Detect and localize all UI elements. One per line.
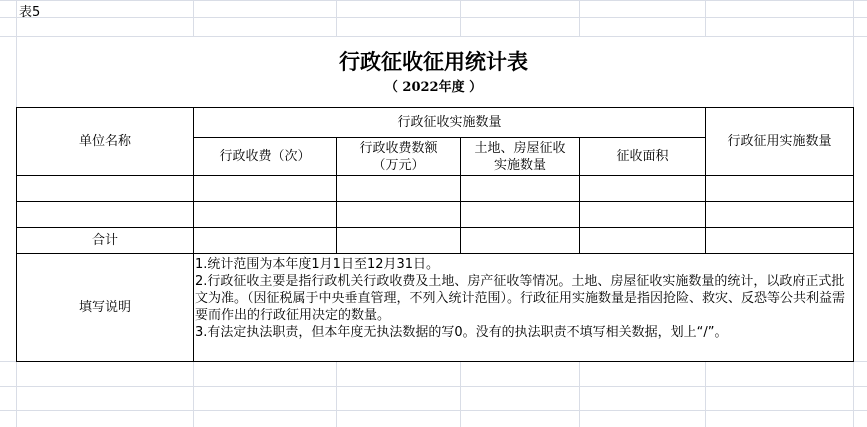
header-fee-times: 行政收费（次） [219, 149, 311, 164]
grid-line [0, 17, 867, 18]
sheet-label: 表5 [19, 5, 41, 20]
notes-text [195, 256, 855, 341]
grid-line [336, 361, 337, 427]
grid-line [193, 0, 194, 36]
table-border [16, 175, 854, 176]
header-unit-name: 单位名称 [78, 134, 131, 149]
grid-line [705, 0, 706, 36]
header-area: 征收面积 [616, 149, 669, 164]
page-title: 行政征收征用统计表 [339, 49, 528, 74]
header-requisition: 行政征用实施数量 [727, 134, 832, 149]
note-item: 2.行政征收主要是指行政机关行政收费及土地、房产征收等情况。土地、房屋征收实施数量的统计，以政府正式批文为准。（因征税属于中央垂直管理，不列入统计范围）。行政征用实施数量是指因抢险、救灾、反恐等公共利益需要而作出的行政征用决定的数量。 [195, 274, 846, 323]
grid-line [579, 0, 580, 36]
grid-line [579, 361, 580, 427]
grid-line [0, 0, 867, 1]
grid-line [705, 361, 706, 427]
table-border [16, 201, 854, 202]
grid-line [0, 386, 867, 387]
grid-line [336, 0, 337, 36]
grid-line [460, 0, 461, 36]
header-land-housing: 土地、房屋征收 实施数量 [474, 140, 566, 173]
grid-line [0, 36, 867, 37]
notes-label: 填写说明 [78, 300, 131, 315]
header-collection-group: 行政征收实施数量 [397, 115, 502, 130]
table-border [16, 361, 854, 362]
grid-line [0, 410, 867, 411]
note-item: 3.有法定执法职责，但本年度无执法数据的写0。没有的执法职责不填写相关数据，划上“/”。 [195, 325, 728, 340]
grid-line [193, 361, 194, 427]
note-item: 1.统计范围为本年度1月1日至12月31日。 [195, 257, 440, 272]
page-subtitle: （ 2022年度 ） [384, 80, 483, 95]
header-fee-amount: 行政收费数额 （万元） [359, 140, 438, 173]
grid-line [460, 361, 461, 427]
total-label: 合计 [91, 233, 118, 248]
